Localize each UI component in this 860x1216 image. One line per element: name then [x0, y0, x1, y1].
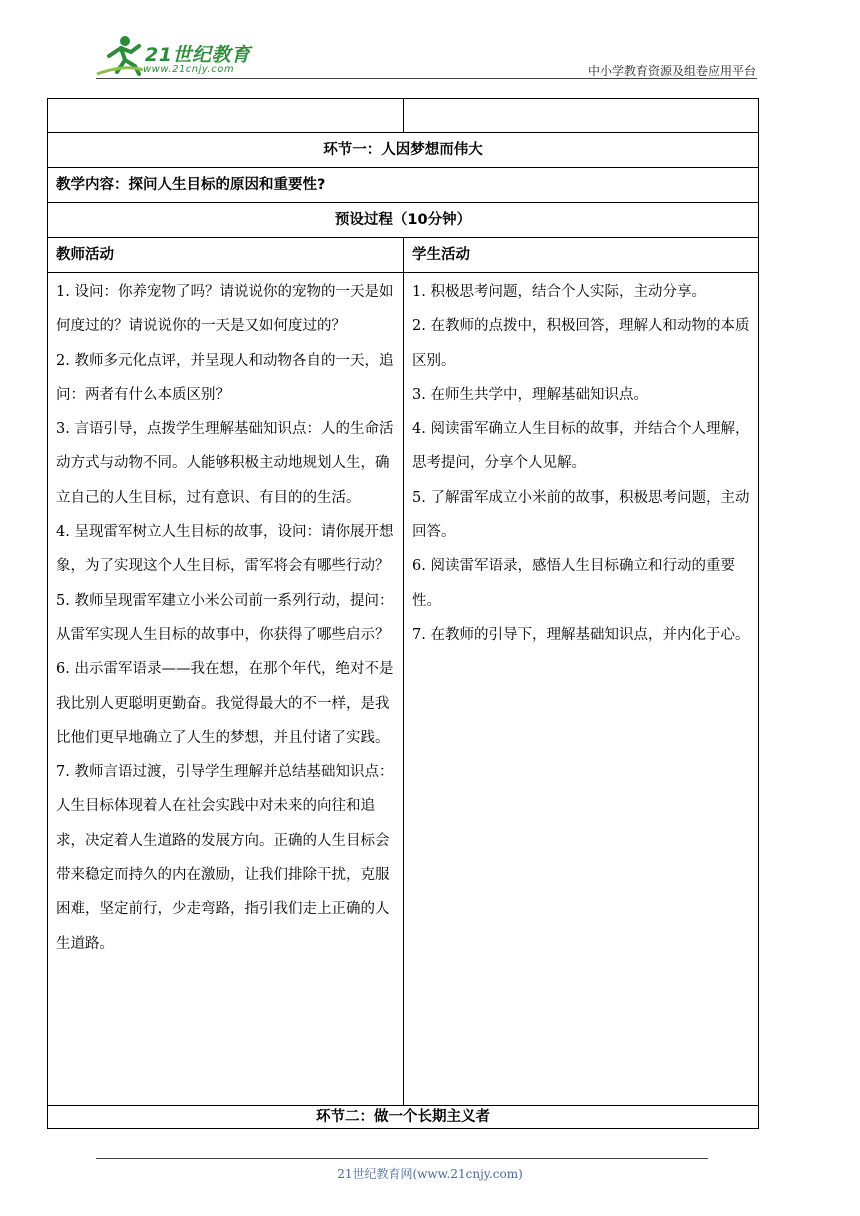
process-row [48, 203, 759, 238]
page-header [0, 0, 860, 90]
activity-header-row [48, 238, 759, 273]
student-item: 3. 在师生共学中，理解基础知识点。 [412, 386, 648, 403]
platform-name: 中小学教育资源及组卷应用平台 [587, 64, 756, 78]
empty-cell-right [404, 99, 759, 133]
content-label: 教学内容：探问人生目标的原因和重要性? [48, 168, 759, 203]
student-header: 学生活动 [404, 238, 759, 273]
student-item: 4. 阅读雷军确立人生目标的故事，并结合个人理解，思考提问，分享个人见解。 [412, 421, 750, 472]
teacher-item: 2. 教师多元化点评，并呈现人和动物各自的一天，追问：两者有什么本质区别？ [56, 352, 394, 403]
empty-cell-left [48, 99, 404, 133]
student-item: 7. 在教师的引导下，理解基础知识点，并内化于心。 [412, 626, 750, 643]
teacher-item: 4. 呈现雷军树立人生目标的故事，设问：请你展开想象，为了实现这个人生目标，雷军将会有哪些行动？ [56, 524, 394, 575]
student-item: 1. 积极思考问题，结合个人实际，主动分享。 [412, 284, 706, 300]
teacher-activity-cell [48, 273, 404, 1106]
logo-text: 21世纪教育 [145, 44, 251, 66]
student-activity-cell [404, 273, 759, 1106]
empty-row [48, 99, 759, 133]
section1-title: 环节一：人因梦想而伟大 [48, 133, 759, 168]
teacher-item: 3. 言语引导，点拨学生理解基础知识点：人的生命活动方式与动物不同。人能够积极主动地规划人生，确立自己的人生目标，过有意识、有目的的生活。 [56, 421, 394, 506]
section2-title: 环节二：做一个长期主义者 [48, 1106, 759, 1129]
student-item: 6. 阅读雷军语录，感悟人生目标确立和行动的重要性。 [412, 558, 735, 609]
lesson-table [47, 98, 759, 1129]
activity-content-row [48, 273, 759, 1106]
teacher-item: 5. 教师呈现雷军建立小米公司前一系列行动，提问：从雷军实现人生目标的故事中，你获得了哪些启示？ [56, 592, 394, 643]
teacher-header: 教师活动 [48, 238, 404, 273]
student-item: 5. 了解雷军成立小米前的故事，积极思考问题，主动回答。 [412, 489, 750, 541]
section2-row [48, 1106, 759, 1129]
content-row [48, 168, 759, 203]
footer-divider [96, 1158, 708, 1159]
section1-row [48, 133, 759, 168]
teacher-item: 6. 出示雷军语录——我在想，在那个年代，绝对不是我比别人更聪明更勤奋。我觉得最大的不一样，是我比他们更早地确立了人生的梦想，并且付诸了实践。 [56, 661, 394, 746]
logo-url: www.21cnjy.com [143, 64, 235, 75]
teacher-item: 7. 教师言语过渡，引导学生理解并总结基础知识点：人生目标体现着人在社会实践中对未来的向往和追求，决定着人生道路的发展方向。正确的人生目标会带来稳定而持久的内在激励，让我们排除干扰，克服困难，坚定前行，少走弯路，指引我们走上正确的人生道路。 [56, 764, 394, 952]
process-title: 预设过程（10分钟） [48, 203, 759, 238]
footer-text: 21世纪教育网(www.21cnjy.com) [337, 1167, 523, 1181]
teacher-item: 1. 设问：你养宠物了吗？请说说你的宠物的一天是如何度过的？请说说你的一天是又如何度过的？ [56, 284, 394, 335]
header-divider [96, 78, 757, 79]
student-item: 2. 在教师的点拨中，积极回答，理解人和动物的本质区别。 [412, 318, 750, 369]
